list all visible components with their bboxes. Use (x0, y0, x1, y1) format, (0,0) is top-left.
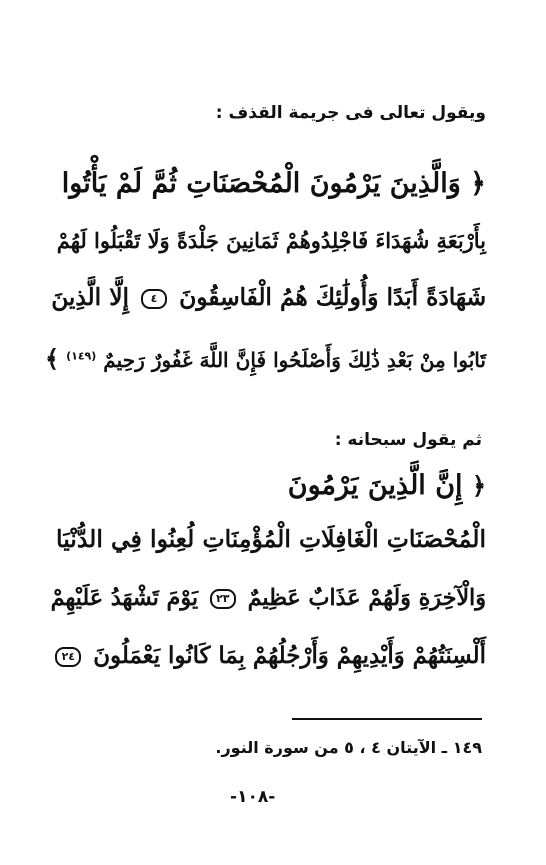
verse-text: الْمُحْصَنَاتِ الْغَافِلَاتِ الْمُؤْمِنَاتِ لُعِنُوا فِي الدُّنْيَا (56, 525, 486, 553)
verse-text: ﴿ وَالَّذِينَ يَرْمُونَ الْمُحْصَنَاتِ ثُمَّ لَمْ يَأْتُوا (61, 168, 486, 199)
verse-text: شَهَادَةً أَبَدًا وَأُولَٰئِكَ هُمُ الْفَاسِقُونَ (179, 284, 486, 311)
verse-text: إِلَّا الَّذِينَ (51, 284, 129, 311)
intro-heading-qadhf: ويقول تعالى فى جريمة القذف : (215, 103, 486, 123)
verse-text: أَلْسِنَتُهُمْ وَأَيْدِيهِمْ وَأَرْجُلُهُمْ بِمَا كَانُوا يَعْمَلُونَ (93, 643, 486, 669)
footnote-divider (292, 718, 482, 720)
verse-line-4 (45, 344, 486, 373)
verse-line-6 (56, 525, 486, 553)
verse-line-7 (51, 585, 486, 611)
ayah-number-marker: ٤ (141, 289, 167, 309)
verse-line-1 (62, 168, 486, 199)
ayah-number-marker: ٢٣ (210, 589, 236, 609)
intro-heading-subhanahu: ثم يقول سبحانه : (334, 430, 482, 450)
ayah-number-marker: ٢٤ (55, 647, 81, 667)
verse-line-3 (51, 284, 486, 311)
verse-text: إِنَّ الَّذِينَ يَرْمُونَ (287, 470, 463, 501)
verse-line-2 (57, 228, 486, 253)
verse-line-5 (288, 470, 486, 501)
verse-line-8 (51, 643, 486, 669)
page-number: -١٠٨- (230, 787, 276, 807)
footnote-reference: (١٤٩) (66, 349, 97, 363)
verse-text: وَالْآخِرَةِ وَلَهُمْ عَذَابٌ عَظِيمٌ (247, 585, 486, 611)
footnote-text: ١٤٩ ـ الآيتان ٤ ، ٥ من سورة النور. (215, 738, 482, 757)
closing-bracket: ﴾ (45, 344, 60, 373)
verse-text: تَابُوا مِنْ بَعْدِ ذَٰلِكَ وَأَصْلَحُوا فَإِنَّ اللَّهَ غَفُورٌ رَحِيمٌ (103, 348, 486, 372)
verse-text: بِأَرْبَعَةِ شُهَدَاءَ فَاجْلِدُوهُمْ ثَمَانِينَ جَلْدَةً وَلَا تَقْبَلُوا لَهُمْ (56, 228, 486, 253)
verse-text: يَوْمَ تَشْهَدُ عَلَيْهِمْ (50, 585, 199, 611)
opening-bracket: ﴿ (471, 471, 486, 500)
